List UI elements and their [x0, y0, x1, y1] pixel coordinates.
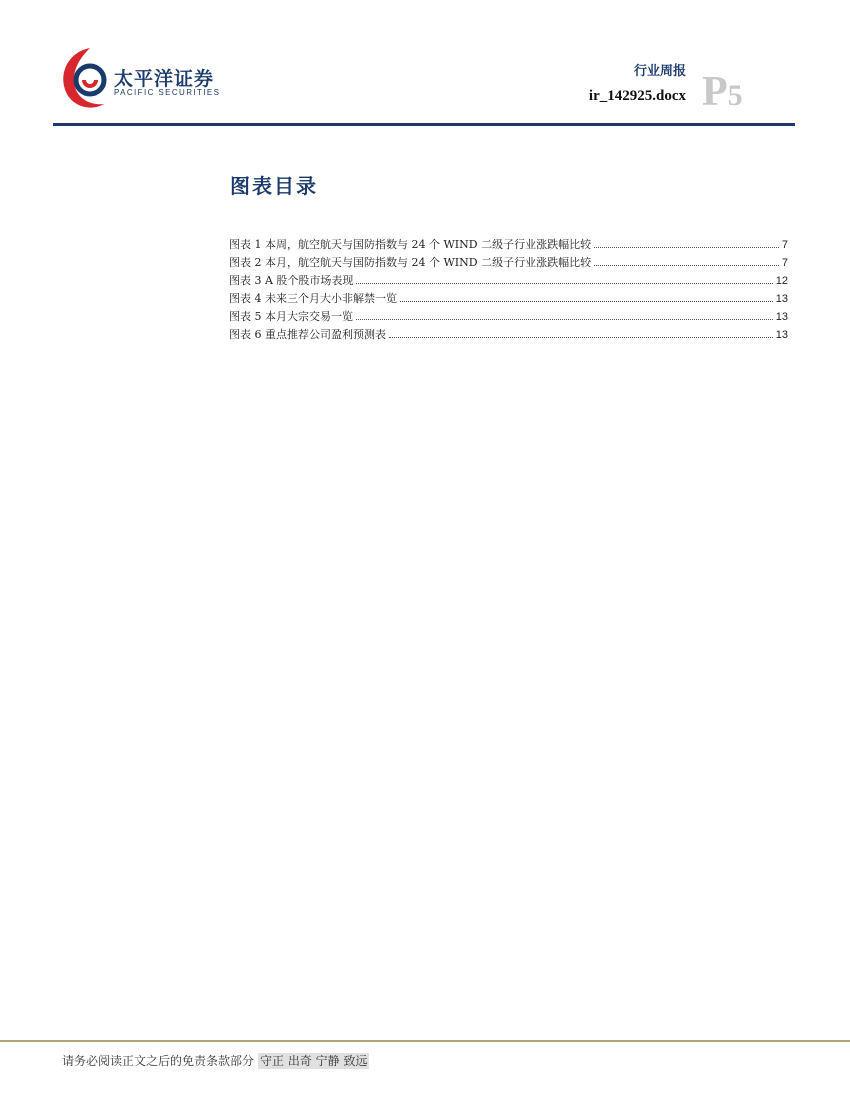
toc-leader-dots: [594, 264, 779, 266]
document-name: ir_142925.docx: [588, 88, 686, 104]
toc-leader-dots: [356, 282, 772, 284]
toc-title: 图表目录: [230, 174, 318, 198]
toc-entry-label: 图表 1 本周，航空航天与国防指数与 24 个 WIND 二级子行业涨跌幅比较: [229, 238, 592, 251]
table-of-figures: [229, 236, 788, 344]
toc-entry[interactable]: [229, 290, 788, 308]
toc-entry-label: 图表 5 本月大宗交易一览: [229, 310, 353, 323]
page-number-value: 5: [727, 79, 743, 112]
footer-divider: [0, 1040, 850, 1042]
logo-name-cn: 太平洋证券: [114, 68, 215, 90]
toc-entry[interactable]: [229, 236, 788, 254]
toc-entry-label: 图表 6 重点推荐公司盈利预测表: [229, 328, 386, 341]
report-type: 行业周报: [633, 64, 686, 79]
toc-entry-page: 13: [775, 329, 788, 341]
toc-entry[interactable]: [229, 254, 788, 272]
toc-entry-label: 图表 2 本月，航空航天与国防指数与 24 个 WIND 二级子行业涨跌幅比较: [229, 256, 592, 269]
toc-entry[interactable]: [229, 326, 788, 344]
header-divider: [53, 123, 795, 126]
toc-entry-label: 图表 4 未来三个月大小非解禁一览: [229, 292, 397, 305]
toc-entry-page: 13: [775, 293, 788, 305]
pacific-securities-logo-icon: [60, 44, 112, 112]
toc-leader-dots: [594, 246, 779, 248]
footer-motto: 守正 出奇 宁静 致远: [260, 1054, 368, 1068]
toc-entry[interactable]: [229, 308, 788, 326]
footer: [62, 1052, 369, 1069]
toc-entry-page: 12: [775, 275, 788, 287]
toc-entry-page: 13: [775, 311, 788, 323]
company-logo: [60, 44, 240, 112]
toc-entry-page: 7: [781, 257, 788, 269]
page-prefix: P: [702, 69, 728, 115]
toc-leader-dots: [400, 300, 773, 302]
footer-disclaimer: 请务必阅读正文之后的免责条款部分: [62, 1054, 255, 1068]
toc-leader-dots: [356, 318, 773, 320]
toc-entry-page: 7: [781, 239, 788, 251]
page-number: [702, 68, 743, 116]
toc-entry-label: 图表 3 A 股个股市场表现: [229, 274, 354, 287]
toc-entry[interactable]: [229, 272, 788, 290]
toc-leader-dots: [389, 336, 773, 338]
logo-name-en: PACIFIC SECURITIES: [114, 88, 221, 97]
